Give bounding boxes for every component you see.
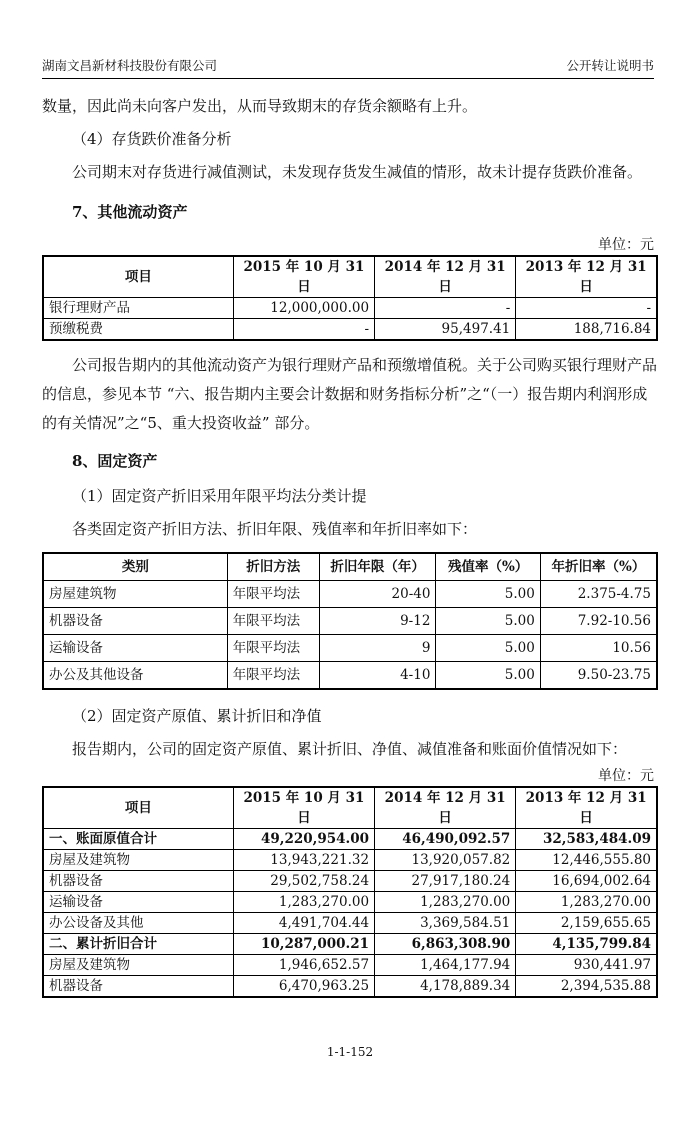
table-row: [43, 608, 657, 635]
table-row: [43, 871, 657, 892]
table-header-cell: 2014 年 12 月 31 日: [375, 787, 516, 829]
table-row: [43, 934, 657, 955]
table-cell: 办公及其他设备: [43, 662, 227, 690]
table-row: [43, 913, 657, 934]
page-number: 1-1-152: [326, 1045, 374, 1059]
subheading-fixed-asset-values: （2）固定资产原值、累计折旧和净值: [72, 707, 322, 725]
table-cell: 13,920,057.82: [375, 850, 516, 871]
table-header-cell: 2013 年 12 月 31 日: [516, 256, 657, 298]
other-current-assets-table: [42, 255, 658, 341]
table-cell: 9.50-23.75: [540, 662, 657, 690]
table-cell: 7.92-10.56: [540, 608, 657, 635]
table-cell: -: [233, 319, 374, 341]
document-title: 公开转让说明书: [566, 58, 654, 73]
table-header-cell: 2015 年 10 月 31 日: [233, 256, 374, 298]
table-cell: 机器设备: [43, 608, 227, 635]
table-cell: 房屋及建筑物: [43, 850, 233, 871]
table-cell: 12,446,555.80: [516, 850, 657, 871]
table-cell: 1,283,270.00: [375, 892, 516, 913]
table-header-cell: 项目: [43, 256, 233, 298]
table-header-cell: 类别: [43, 553, 227, 581]
table-cell: 6,470,963.25: [233, 976, 374, 998]
table-cell: 2,394,535.88: [516, 976, 657, 998]
paragraph-fixed-asset-intro: 报告期内，公司的固定资产原值、累计折旧、净值、减值准备和账面价值情况如下：: [72, 740, 628, 758]
table-cell: 10.56: [540, 635, 657, 662]
table-header-cell: 2015 年 10 月 31 日: [233, 787, 374, 829]
table-cell: 办公设备及其他: [43, 913, 233, 934]
table-header-cell: 折旧方法: [227, 553, 319, 581]
table-cell: 1,283,270.00: [516, 892, 657, 913]
table-row: [43, 319, 657, 341]
table-header-row: [43, 787, 657, 829]
table-cell: 3,369,584.51: [375, 913, 516, 934]
paragraph-other-current-assets-note: 公司报告期内的其他流动资产为银行理财产品和预缴增值税。关于公司购买银行理财产品的信息，参见本节 “六、报告期内主要会计数据和财务指标分析”之“（一）报告期内利润形成的有关情况”之“5、重大投资收益” 部分。: [42, 356, 658, 432]
subheading-inventory-impairment: （4）存货跌价准备分析: [72, 130, 232, 148]
table-cell: 运输设备: [43, 892, 233, 913]
table-cell: 10,287,000.21: [233, 934, 374, 955]
unit-label: 单位：元: [598, 237, 654, 253]
table-cell: 29,502,758.24: [233, 871, 374, 892]
table-cell: 1,464,177.94: [375, 955, 516, 976]
table-row: [43, 850, 657, 871]
table-cell: 4,135,799.84: [516, 934, 657, 955]
table-cell: 2,159,655.65: [516, 913, 657, 934]
table-cell: 5.00: [436, 635, 540, 662]
table-cell: 银行理财产品: [43, 298, 233, 319]
table-cell: 13,943,221.32: [233, 850, 374, 871]
page-header: [42, 56, 654, 79]
page-content: [42, 92, 658, 998]
table-header-cell: 折旧年限（年）: [319, 553, 436, 581]
table-cell: 5.00: [436, 662, 540, 690]
section-heading-fixed-assets: 8、固定资产: [72, 452, 158, 470]
table-cell: 年限平均法: [227, 662, 319, 690]
table-cell: 2.375-4.75: [540, 581, 657, 608]
table-header-cell: 2014 年 12 月 31 日: [375, 256, 516, 298]
table-cell: -: [375, 298, 516, 319]
table-cell: 32,583,484.09: [516, 829, 657, 850]
table-row: [43, 635, 657, 662]
table-row: [43, 955, 657, 976]
table-header-cell: 残值率（%）: [436, 553, 540, 581]
paragraph-depreciation-intro: 各类固定资产折旧方法、折旧年限、残值率和年折旧率如下：: [72, 520, 478, 538]
table-cell: 房屋建筑物: [43, 581, 227, 608]
paragraph-impairment-test: 公司期末对存货进行减值测试，未发现存货发生减值的情形，故未计提存货跌价准备。: [72, 163, 643, 181]
table-cell: 运输设备: [43, 635, 227, 662]
table-cell: 一、账面原值合计: [43, 829, 233, 850]
table-cell: 机器设备: [43, 976, 233, 998]
table-cell: 4,178,889.34: [375, 976, 516, 998]
table-cell: 房屋及建筑物: [43, 955, 233, 976]
paragraph-inventory-end: 数量，因此尚未向客户发出，从而导致期末的存货余额略有上升。: [42, 97, 478, 115]
table-header-cell: 项目: [43, 787, 233, 829]
table-cell: -: [516, 298, 657, 319]
table-row: [43, 892, 657, 913]
table-cell: 46,490,092.57: [375, 829, 516, 850]
table-cell: 20-40: [319, 581, 436, 608]
unit-label: 单位：元: [598, 768, 654, 784]
subheading-depreciation-method: （1）固定资产折旧采用年限平均法分类计提: [72, 487, 367, 505]
table-cell: 16,694,002.64: [516, 871, 657, 892]
table-cell: 930,441.97: [516, 955, 657, 976]
section-heading-other-current-assets: 7、其他流动资产: [72, 203, 188, 221]
table-cell: 机器设备: [43, 871, 233, 892]
table-cell: 12,000,000.00: [233, 298, 374, 319]
table-cell: 4,491,704.44: [233, 913, 374, 934]
table-cell: 9: [319, 635, 436, 662]
table-cell: 年限平均法: [227, 635, 319, 662]
table-cell: 6,863,308.90: [375, 934, 516, 955]
company-name: 湖南文昌新材科技股份有限公司: [42, 58, 218, 73]
fixed-assets-table: [42, 786, 658, 998]
table-header-cell: 2013 年 12 月 31 日: [516, 787, 657, 829]
table-header-row: [43, 256, 657, 298]
table-cell: 5.00: [436, 608, 540, 635]
table-row: [43, 298, 657, 319]
table-row: [43, 976, 657, 998]
table-cell: 预缴税费: [43, 319, 233, 341]
table-cell: 1,283,270.00: [233, 892, 374, 913]
table-header-cell: 年折旧率（%）: [540, 553, 657, 581]
table-row: [43, 662, 657, 690]
table-cell: 95,497.41: [375, 319, 516, 341]
table-cell: 27,917,180.24: [375, 871, 516, 892]
table-cell: 年限平均法: [227, 608, 319, 635]
table-cell: 4-10: [319, 662, 436, 690]
table-cell: 188,716.84: [516, 319, 657, 341]
table-cell: 5.00: [436, 581, 540, 608]
table-row: [43, 581, 657, 608]
table-cell: 49,220,954.00: [233, 829, 374, 850]
depreciation-policy-table: [42, 552, 658, 690]
table-cell: 1,946,652.57: [233, 955, 374, 976]
table-cell: 9-12: [319, 608, 436, 635]
table-cell: 年限平均法: [227, 581, 319, 608]
table-header-row: [43, 553, 657, 581]
table-cell: 二、累计折旧合计: [43, 934, 233, 955]
table-row: [43, 829, 657, 850]
